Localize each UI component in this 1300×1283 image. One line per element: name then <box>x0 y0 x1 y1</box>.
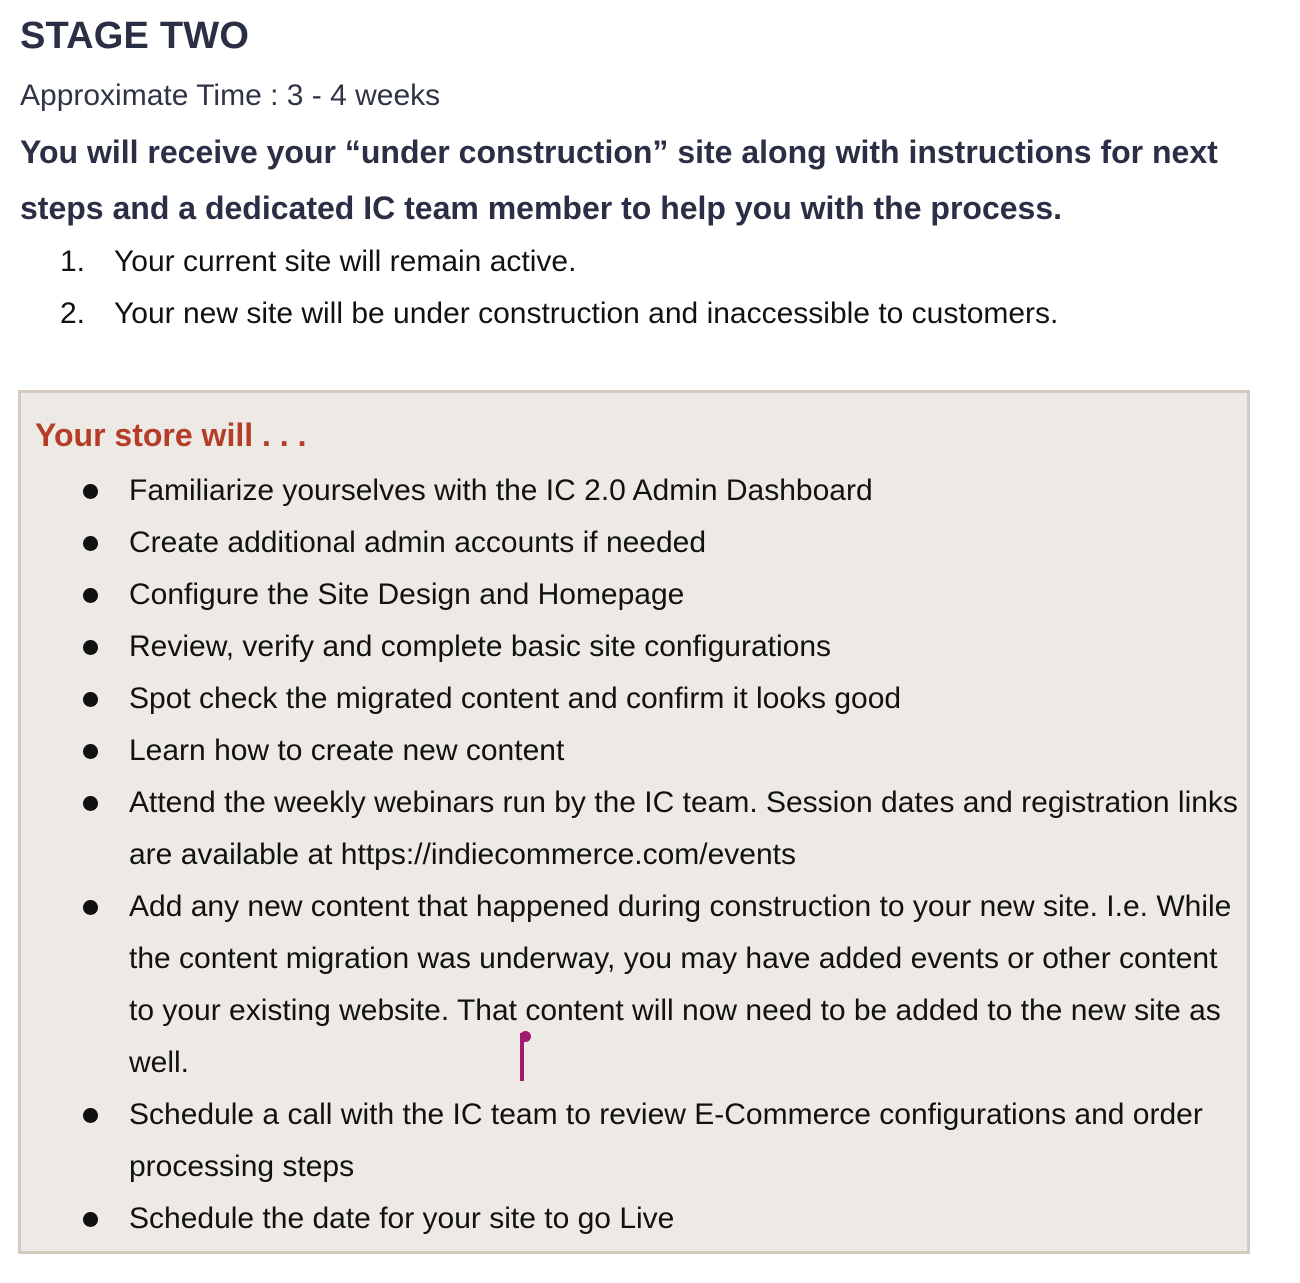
task-item <box>21 517 1251 569</box>
task-text: Configure the Site Design and Homepage <box>129 578 685 611</box>
task-text: Schedule a call with the IC team to review E-Commerce configurations and order processing steps <box>129 1098 1203 1183</box>
task-item <box>21 881 1251 1089</box>
step-number: 2. <box>60 297 86 330</box>
bullet-icon <box>83 588 98 603</box>
task-text: Spot check the migrated content and confirm it looks good <box>129 682 902 715</box>
step-item <box>60 236 1058 288</box>
task-item <box>21 1089 1251 1193</box>
task-text: Learn how to create new content <box>129 734 565 767</box>
bullet-icon <box>83 1212 98 1227</box>
task-item <box>21 569 1251 621</box>
bullet-icon <box>83 692 98 707</box>
approximate-time: Approximate Time : 3 - 4 weeks <box>20 79 441 112</box>
stage-title: STAGE TWO <box>20 15 250 57</box>
step-text: Your current site will remain active. <box>114 245 577 278</box>
bullet-icon <box>83 796 98 811</box>
task-item <box>21 673 1251 725</box>
task-item <box>21 465 1251 517</box>
task-text: Create additional admin accounts if needed <box>129 526 707 559</box>
bullet-icon <box>83 536 98 551</box>
task-text: Add any new content that happened during construction to your new site. I.e. While the content migration was underway, you may have added events or other content to your existing website. That content will now need to be added to the new site as well. <box>129 890 1232 1079</box>
store-heading: Your store will . . . <box>35 417 307 453</box>
intro-paragraph: You will receive your “under construction” site along with instructions for next steps and a dedicated IC team member to help you with the process. <box>20 134 1218 226</box>
bullet-icon <box>83 900 98 915</box>
task-text: Schedule the date for your site to go Live <box>129 1202 675 1235</box>
text-cursor <box>520 1033 524 1081</box>
store-tasks-list <box>21 465 1251 1245</box>
task-text: Attend the weekly webinars run by the IC team. Session dates and registration links are available at https://indiecommerce.com/events <box>129 786 1238 871</box>
bullet-icon <box>83 1108 98 1123</box>
bullet-icon <box>83 744 98 759</box>
numbered-steps-list <box>60 236 1058 340</box>
store-tasks-box <box>18 390 1250 1254</box>
step-item <box>60 288 1058 340</box>
task-item <box>21 1193 1251 1245</box>
step-text: Your new site will be under construction and inaccessible to customers. <box>114 297 1059 330</box>
bullet-icon <box>83 640 98 655</box>
task-text: Review, verify and complete basic site configurations <box>129 630 832 663</box>
task-item <box>21 777 1251 881</box>
task-text: Familiarize yourselves with the IC 2.0 Admin Dashboard <box>129 474 873 507</box>
bullet-icon <box>83 484 98 499</box>
step-number: 1. <box>60 245 86 278</box>
task-item <box>21 621 1251 673</box>
task-item <box>21 725 1251 777</box>
